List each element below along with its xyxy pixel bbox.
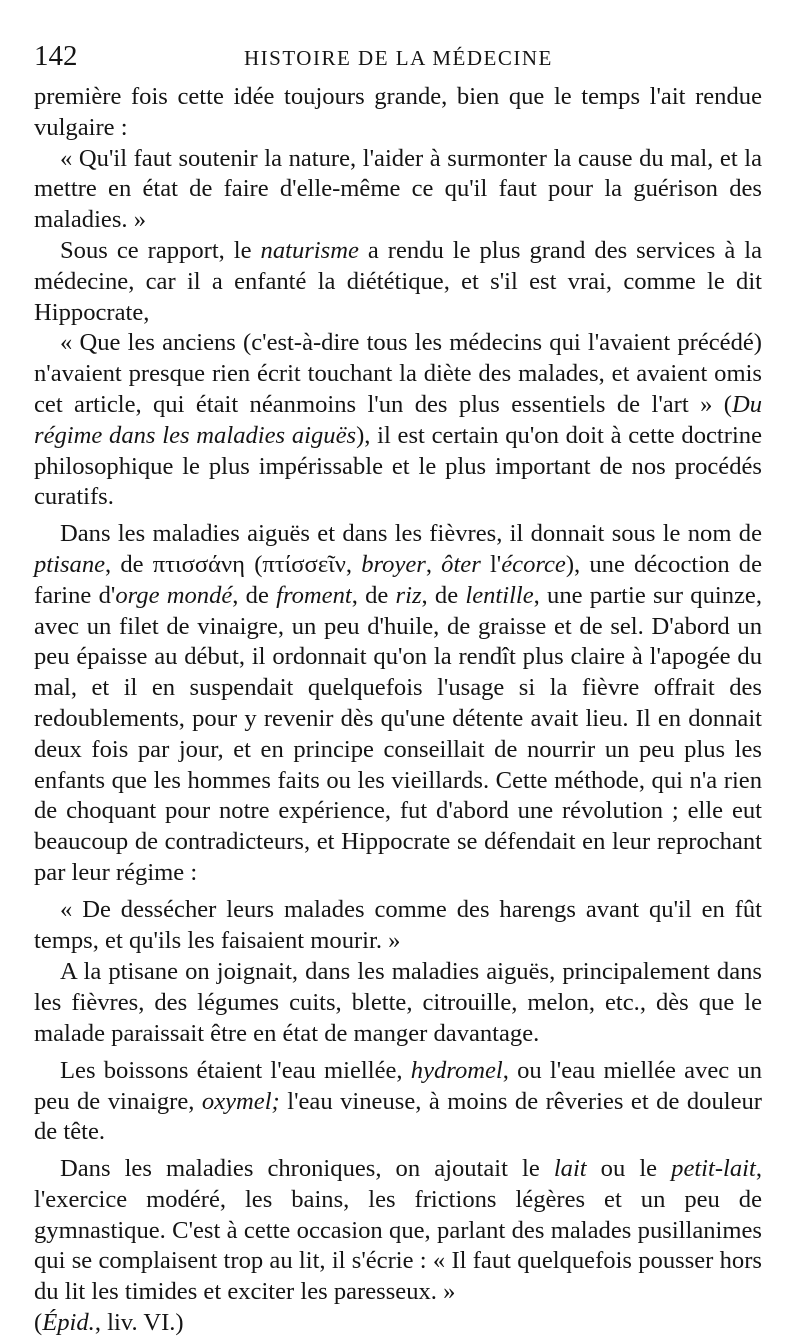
text-run: l'	[480, 550, 502, 578]
italic-term: orge mondé	[115, 581, 233, 609]
page-number: 142	[34, 40, 78, 72]
italic-term: oxymel;	[201, 1087, 280, 1115]
text-run: , l'exercice modéré, les bains, les frictions légères et un peu de gymnastique. C'est à cette occasion que, parlant des malades pusillanimes qui se complaisent trop au lit, il s'écrie : « Il faut quelquefois pousser hors du lit les timides et exciter les paresseux. »	[34, 1155, 762, 1306]
italic-citation: Épid.	[42, 1309, 95, 1337]
paragraph-1: première fois cette idée toujours grande, bien que le temps l'ait rendue vulgaire :	[34, 83, 762, 141]
text-run: , ou l'eau miellée avec un peu de vinaigre,	[34, 1056, 762, 1115]
running-title: HISTOIRE DE LA MÉDECINE	[244, 46, 553, 70]
text-run: Dans les maladies chroniques, on ajoutait le	[60, 1155, 554, 1183]
paragraph-2-quote: « Qu'il faut soutenir la nature, l'aider à surmonter la cause du mal, et la mettre en état de faire d'elle-même ce qu'il faut pour la guérison des maladies. »	[34, 144, 762, 234]
italic-term: ôter	[441, 550, 481, 578]
body-text	[34, 82, 762, 1339]
paragraph-4-quote	[34, 328, 762, 513]
italic-term: froment	[276, 581, 352, 609]
italic-term: lait	[553, 1155, 587, 1183]
paragraph-5	[34, 519, 762, 889]
italic-term: broyer	[361, 550, 426, 578]
paragraph-8	[34, 1056, 762, 1148]
italic-term: naturisme	[260, 236, 359, 264]
text-run: l'eau vineuse, à moins de rêveries et de douleur de tête.	[34, 1087, 762, 1146]
text-run: Dans les maladies aiguës et dans les fièvres, il donnait sous le nom de	[60, 520, 762, 548]
text-run: ou le	[586, 1155, 672, 1183]
text-run: , liv. VI.)	[94, 1309, 184, 1337]
paragraph-7: A la ptisane on joignait, dans les maladies aiguës, principalement dans les fièvres, des légumes cuits, blette, citrouille, melon, etc., dès que le malade paraissait être en état de manger davantage.	[34, 958, 762, 1047]
paragraph-6-quote: « De dessécher leurs malades comme des harengs avant qu'il en fût temps, et qu'ils les faisaient mourir. »	[34, 895, 762, 954]
citation-line	[34, 1308, 762, 1339]
text-run: , une partie sur quinze, avec un filet de vinaigre, un peu d'huile, de graisse et de sel. D'abord un peu épaisse au début, il ordonnait qu'on la rendît plus claire à l'apogée du mal, et il en suspendait quelquefois l'usage si la fièvre offrait des redoublements, pour y revenir dès qu'une détente avait lieu. Il en donnait deux fois par jour, et en principe conseillait de nourrir un peu plus les enfants que les hommes faits ou les vieillards. Cette méthode, qui n'a rien de choquant pour notre expérience, fut d'abord une révolution ; elle eut beaucoup de contradicteurs, et Hippocrate se défendait en leur reprochant par leur régime :	[34, 581, 762, 886]
paragraph-3	[34, 236, 762, 328]
text-run: « Que les anciens (c'est-à-dire tous les médecins qui l'avaient précédé) n'avaient presque rien écrit touchant la diète des malades, et avaient omis cet article, qui était néanmoins l'un des plus essentiels de l'art » (	[34, 329, 762, 418]
text-run: ), il est certain qu'on doit à cette doctrine philosophique le plus impérissable et le plus important de nos procédés curatifs.	[34, 421, 762, 511]
text-run: , de	[421, 581, 466, 609]
italic-title: Du régime dans les maladies aiguës	[34, 390, 762, 449]
text-run: Les boissons étaient l'eau miellée,	[60, 1056, 411, 1084]
italic-term: hydromel	[410, 1056, 503, 1084]
italic-term: lentille	[465, 581, 534, 609]
paragraph-9	[34, 1154, 762, 1308]
text-run: ,	[425, 550, 442, 578]
text-run: , de	[351, 581, 396, 609]
text-run: , de	[232, 581, 277, 609]
italic-term: petit-lait	[671, 1155, 756, 1183]
text-run: ), une décoction de farine d'	[34, 550, 763, 609]
text-run: Sous ce rapport, le	[60, 236, 261, 264]
italic-term: ptisane	[34, 550, 106, 578]
text-run: (	[34, 1309, 43, 1337]
text-run: a rendu le plus grand des services à la médecine, car il a enfanté la diététique, et s'il est vrai, comme le dit Hippocrate,	[34, 236, 763, 326]
italic-term: écorce	[501, 550, 566, 578]
text-run: , de πτισσάνη (πτίσσεῖν,	[105, 550, 362, 578]
italic-term: riz	[395, 581, 422, 609]
running-header	[34, 34, 762, 82]
